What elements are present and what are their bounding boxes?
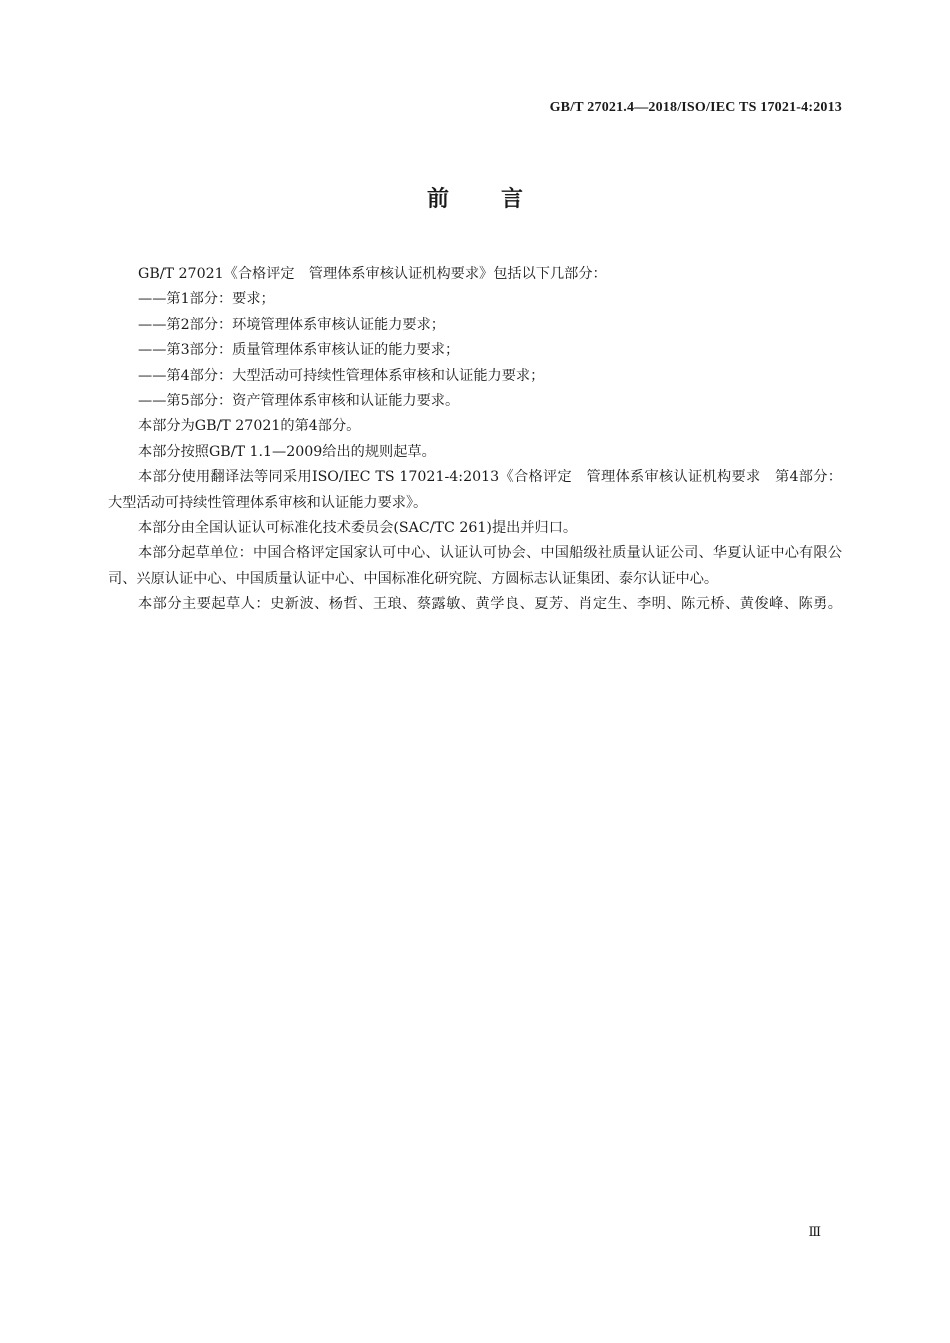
list-item-part-2: ——第2部分：环境管理体系审核认证能力要求； — [138, 316, 445, 333]
list-item-part-1: ——第1部分：要求； — [138, 291, 275, 308]
paragraph-intro: GB/T 27021《合格评定 管理体系审核认证机构要求》包括以下几部分： — [138, 266, 607, 282]
list-item-part-4: ——第4部分：大型活动可持续性管理体系审核和认证能力要求； — [138, 367, 545, 384]
paragraph-drafters: 本部分主要起草人：史新波、杨哲、王琅、蔡露敏、黄学良、夏芳、肖定生、李明、陈元桥、黄俊峰、陈勇。 — [138, 596, 842, 613]
paragraph-part-statement: 本部分为GB/T 27021的第4部分。 — [138, 418, 361, 435]
paragraph-proposer: 本部分由全国认证认可标准化技术委员会(SAC/TC 261)提出并归口。 — [138, 520, 578, 537]
page-number: Ⅲ — [808, 1224, 822, 1239]
list-item-part-5: ——第5部分：资产管理体系审核和认证能力要求。 — [138, 393, 460, 410]
standard-number-header: GB/T 27021.4—2018/ISO/IEC TS 17021-4:2013 — [549, 100, 842, 115]
paragraph-adoption: 本部分使用翻译法等同采用ISO/IEC TS 17021-4:2013《合格评定 管理体系审核认证机构要求 第4部分：大型活动可持续性管理体系审核和认证能力要求》。 — [108, 469, 842, 511]
paragraph-drafting-units: 本部分起草单位：中国合格评定国家认可中心、认证认可协会、中国船级社质量认证公司、华夏认证中心有限公司、兴原认证中心、中国质量认证中心、中国标准化研究院、方圆标志认证集团、泰尔认证中心。 — [108, 545, 842, 587]
foreword-body — [108, 262, 842, 618]
paragraph-drafting-rules: 本部分按照GB/T 1.1—2009给出的规则起草。 — [138, 443, 436, 460]
list-item-part-3: ——第3部分：质量管理体系审核认证的能力要求； — [138, 342, 460, 359]
page-title: 前言 — [426, 187, 575, 212]
